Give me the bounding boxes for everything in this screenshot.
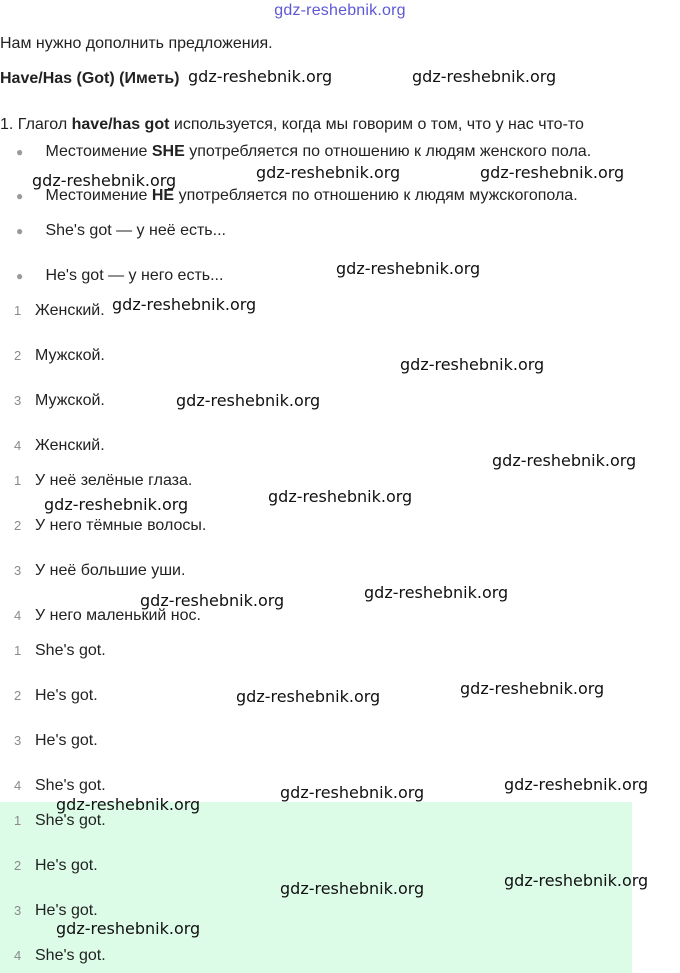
rule-suffix: используется, когда мы говорим о том, что у нас что-то [173,116,584,133]
list-text: У него тёмные волосы. [35,517,207,534]
list-number: 3 [14,733,22,748]
list-text: Женский. [35,302,105,319]
list-item [14,562,185,580]
bullet-dot-icon: ● [16,224,24,238]
bullet-item [16,222,226,240]
watermark: gdz-reshebnik.org [480,163,625,182]
list-text: У него маленький нос. [35,607,201,624]
list-text: У неё зелёные глаза. [35,472,193,489]
bullet-dot-icon: ● [16,145,24,159]
watermark: gdz-reshebnik.org [176,391,321,410]
watermark: gdz-reshebnik.org [400,355,545,374]
watermark: gdz-reshebnik.org [188,67,333,86]
list-number: 2 [14,348,22,363]
list-number: 1 [14,643,22,658]
bullet-text: He's got — у него есть... [45,267,224,284]
list-number: 2 [14,688,22,703]
list-item [14,472,192,490]
watermark: gdz-reshebnik.org [236,687,381,706]
watermark: gdz-reshebnik.org [336,259,481,278]
list-item [14,777,106,795]
list-number: 4 [14,778,22,793]
list-item [14,437,105,455]
watermark: gdz-reshebnik.org [504,775,649,794]
watermark: gdz-reshebnik.org [364,583,509,602]
list-item [14,642,106,660]
watermark: gdz-reshebnik.org [32,171,177,190]
bullet-item [16,267,223,285]
bullet-bold: SHE [151,143,185,160]
rule-number: 1. [0,116,14,133]
watermark: gdz-reshebnik.org [112,295,257,314]
watermark: gdz-reshebnik.org [460,679,605,698]
watermark: gdz-reshebnik.org [56,919,201,938]
list-number: 2 [14,518,22,533]
bullet-text: употребляется по отношению к людям женского пола. [189,143,592,160]
watermark: gdz-reshebnik.org [56,795,201,814]
list-item [14,732,98,750]
list-number: 2 [14,858,22,873]
watermark: gdz-reshebnik.org [492,451,637,470]
bullet-dot-icon: ● [16,189,24,203]
list-number: 1 [14,473,22,488]
list-text: He's got. [35,732,98,749]
answer-text: She's got. [35,812,106,829]
answer-text: He's got. [35,857,98,874]
watermark: gdz-reshebnik.org [504,871,649,890]
answer-item [14,812,106,830]
list-item [14,302,105,320]
list-item [14,347,105,365]
answer-text: He's got. [35,902,98,919]
bullet-text: употребляется по отношению к людям мужскогопола. [178,187,578,204]
watermark: gdz-reshebnik.org [268,487,413,506]
list-number: 1 [14,813,22,828]
list-number: 4 [14,608,22,623]
header-watermark: gdz-reshebnik.org [274,2,406,19]
bullet-item [16,143,591,161]
watermark: gdz-reshebnik.org [140,591,285,610]
intro-text: Нам нужно дополнить предложения. [0,35,273,52]
section-heading: Have/Has (Got) (Иметь) [0,70,180,87]
watermark: gdz-reshebnik.org [256,163,401,182]
list-text: He's got. [35,687,98,704]
list-number: 3 [14,563,22,578]
bullet-text: Местоимение [45,187,148,204]
rule-prefix: Глагол [17,116,68,133]
watermark: gdz-reshebnik.org [412,67,557,86]
list-number: 4 [14,438,22,453]
list-text: Женский. [35,437,105,454]
watermark: gdz-reshebnik.org [280,783,425,802]
bullet-bold: HE [151,187,175,204]
bullet-text: She's got — у неё есть... [45,222,226,239]
list-item [14,517,206,535]
watermark: gdz-reshebnik.org [44,495,189,514]
list-text: Мужской. [35,347,105,364]
list-text: У неё большие уши. [35,562,186,579]
answer-item [14,947,106,965]
answer-item [14,857,98,875]
list-text: Мужской. [35,392,105,409]
rule-verb: have/has got [71,116,170,133]
list-item [14,687,98,705]
rule-paragraph [0,116,584,134]
bullet-text: Местоимение [45,143,148,160]
list-number: 1 [14,303,22,318]
list-number: 4 [14,948,22,963]
watermark: gdz-reshebnik.org [280,879,425,898]
list-item [14,392,105,410]
answer-text: She's got. [35,947,106,964]
list-number: 3 [14,903,22,918]
list-text: She's got. [35,642,106,659]
list-text: She's got. [35,777,106,794]
answer-item [14,902,98,920]
bullet-dot-icon: ● [16,269,24,283]
list-number: 3 [14,393,22,408]
